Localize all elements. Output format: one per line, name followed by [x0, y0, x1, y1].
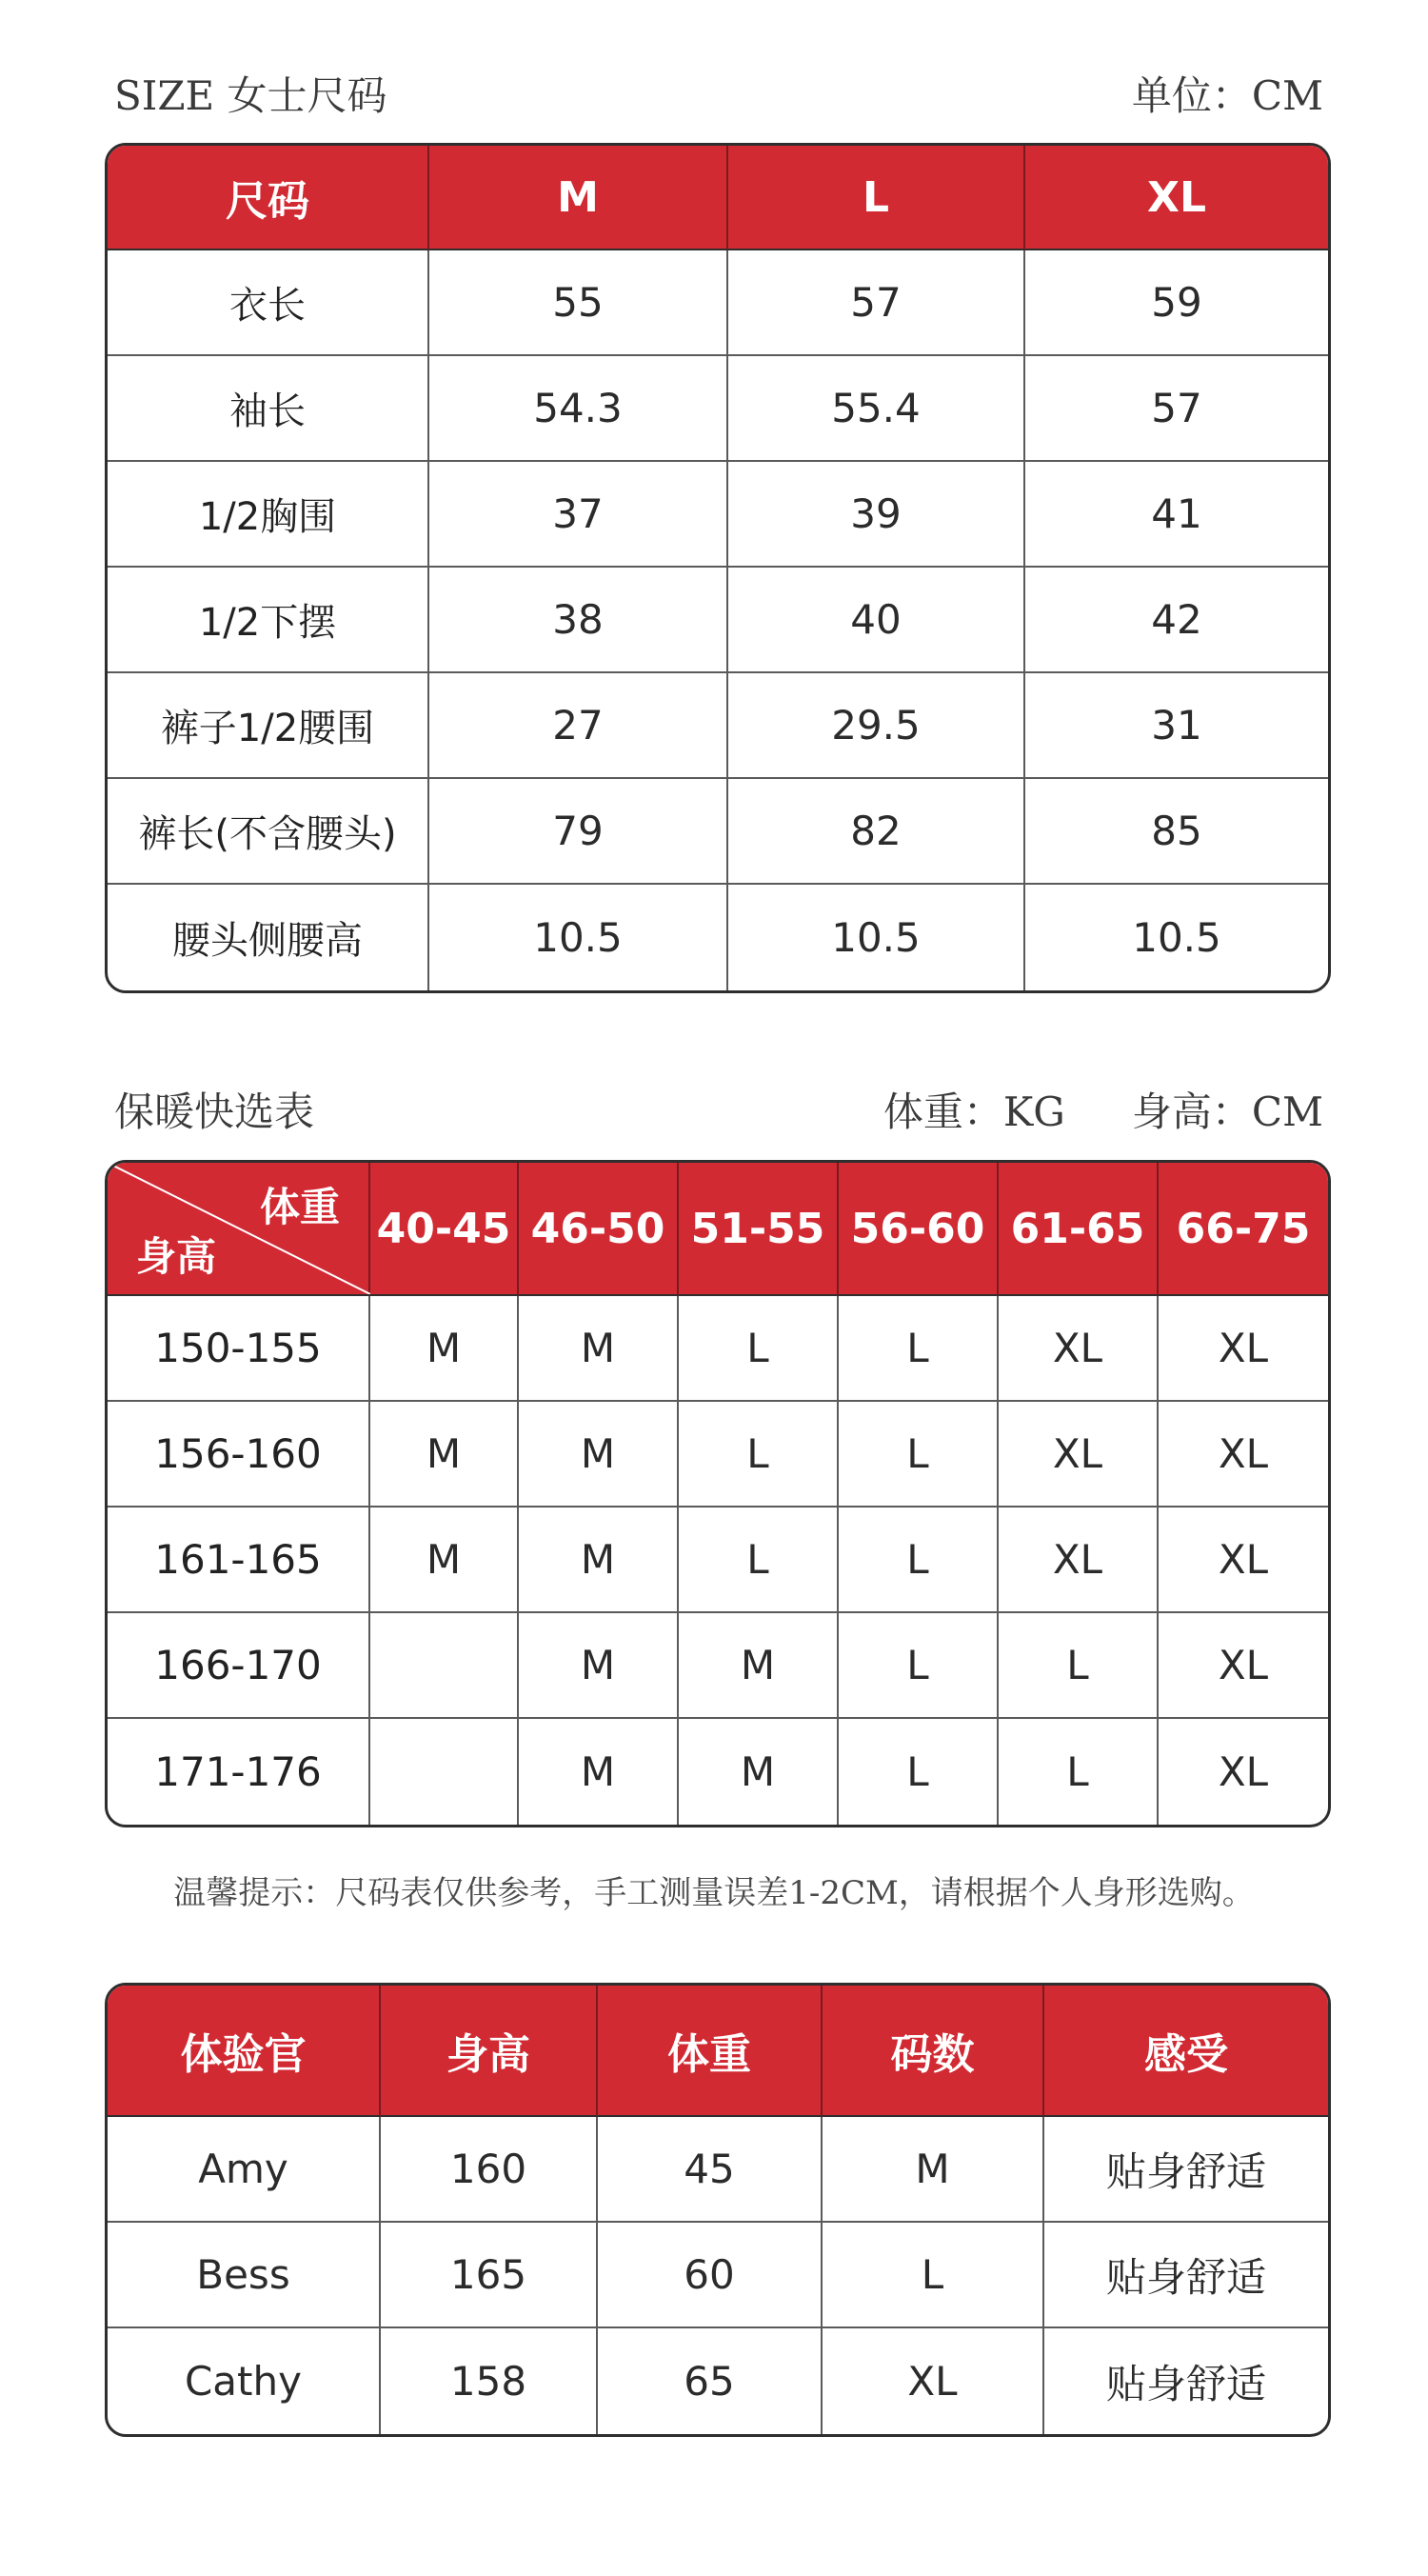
measurement-value: 42	[1025, 568, 1328, 673]
measurement-label: 1/2胸围	[108, 462, 429, 568]
measurement-value: 57	[1025, 356, 1328, 462]
size-chart-unit: 单位：CM	[1131, 72, 1323, 119]
measurement-label: 1/2下摆	[108, 568, 429, 673]
tester-header-height: 身高	[381, 1986, 598, 2117]
recommended-size: XL	[999, 1296, 1159, 1402]
height-range-label: 171-176	[108, 1719, 370, 1825]
weight-unit: 体重：KG	[883, 1088, 1065, 1135]
size-chart-table	[105, 143, 1331, 993]
measurement-value: 29.5	[728, 673, 1025, 779]
sizing-tip: 温馨提示：尺码表仅供参考，手工测量误差1-2CM，请根据个人身形选购。	[173, 1874, 1255, 1912]
weight-range-header: 46-50	[519, 1163, 679, 1296]
tester-name: Bess	[108, 2223, 381, 2328]
height-range-label: 150-155	[108, 1296, 370, 1402]
table-row	[108, 2117, 1328, 2223]
recommended-size: L	[839, 1719, 999, 1825]
quick-select-header-row	[108, 1163, 1328, 1296]
table-row	[108, 1508, 1328, 1613]
height-range-label: 156-160	[108, 1402, 370, 1508]
recommended-size: XL	[1159, 1613, 1328, 1719]
recommended-size: M	[519, 1719, 679, 1825]
recommended-size: M	[679, 1613, 839, 1719]
recommended-size: M	[679, 1719, 839, 1825]
recommended-size: L	[839, 1402, 999, 1508]
weight-range-header: 61-65	[999, 1163, 1159, 1296]
measurement-value: 55	[429, 250, 728, 356]
measurement-label: 衣长	[108, 250, 429, 356]
corner-weight-label: 体重	[259, 1184, 340, 1230]
measurement-label: 袖长	[108, 356, 429, 462]
recommended-size: M	[519, 1508, 679, 1613]
recommended-size: XL	[1218, 1748, 1269, 1795]
table-row	[108, 2223, 1328, 2328]
tester-header-feeling: 感受	[1044, 1986, 1328, 2117]
table-row	[108, 673, 1328, 779]
weight-range-header: 56-60	[839, 1163, 999, 1296]
tester-height: 160	[381, 2117, 598, 2223]
measurement-value: 57	[728, 250, 1025, 356]
recommended-size	[370, 1719, 519, 1825]
recommended-size: L	[839, 1613, 999, 1719]
weight-range-header: 51-55	[679, 1163, 839, 1296]
recommended-size: XL	[1159, 1508, 1328, 1613]
table-row	[108, 1613, 1328, 1719]
recommended-size: L	[679, 1296, 839, 1402]
measurement-value: 54.3	[429, 356, 728, 462]
recommended-size: M	[519, 1402, 679, 1508]
tester-weight: 45	[598, 2117, 823, 2223]
tester-weight: 60	[598, 2223, 823, 2328]
tester-height: 158	[381, 2328, 598, 2434]
recommended-size: XL	[1159, 1296, 1328, 1402]
tester-size: M	[823, 2117, 1044, 2223]
measurement-value: 10.5	[429, 885, 728, 990]
height-unit: 身高：CM	[1131, 1088, 1323, 1135]
tester-height: 165	[381, 2223, 598, 2328]
size-chart-heading	[105, 55, 1323, 122]
tester-weight: 65	[598, 2328, 823, 2434]
table-row	[108, 779, 1328, 885]
table-row	[108, 462, 1328, 568]
table-row	[108, 2328, 1328, 2434]
table-row	[108, 1719, 1328, 1825]
recommended-size: XL	[1159, 1402, 1328, 1508]
table-row	[108, 356, 1328, 462]
quick-select-units	[817, 1081, 1323, 1138]
size-chart-header-label: 尺码	[108, 146, 429, 250]
measurement-value: 59	[1025, 250, 1328, 356]
measurement-value: 37	[429, 462, 728, 568]
recommended-size: L	[999, 1613, 1159, 1719]
measurement-value: 10.5	[728, 885, 1025, 990]
recommended-size: M	[519, 1296, 679, 1402]
size-chart-header-m: M	[429, 146, 728, 250]
tester-size: XL	[823, 2328, 1044, 2434]
measurement-value: 41	[1025, 462, 1328, 568]
recommended-size: L	[839, 1296, 999, 1402]
table-row	[108, 1296, 1328, 1402]
weight-range-header: 40-45	[370, 1163, 519, 1296]
measurement-value: 31	[1025, 673, 1328, 779]
recommended-size: M	[519, 1613, 679, 1719]
size-chart-title: SIZE 女士尺码	[114, 72, 387, 119]
quick-select-heading	[105, 1071, 1323, 1138]
tester-header-row	[108, 1986, 1328, 2117]
measurement-value: 39	[728, 462, 1025, 568]
diagonal-corner-cell	[108, 1163, 370, 1296]
tester-size: L	[823, 2223, 1044, 2328]
recommended-size: XL	[999, 1402, 1159, 1508]
recommended-size: M	[370, 1508, 519, 1613]
height-range-label: 166-170	[108, 1613, 370, 1719]
recommended-size: L	[839, 1508, 999, 1613]
recommended-size: L	[999, 1719, 1159, 1825]
measurement-value: 79	[429, 779, 728, 885]
weight-range-header: 66-75	[1159, 1163, 1328, 1296]
tester-name: Amy	[108, 2117, 381, 2223]
table-row	[108, 250, 1328, 356]
tester-feeling: 贴身舒适	[1044, 2117, 1328, 2223]
recommended-size: M	[370, 1296, 519, 1402]
tester-feeling: 贴身舒适	[1044, 2223, 1328, 2328]
measurement-value: 40	[728, 568, 1025, 673]
measurement-value: 10.5	[1132, 914, 1221, 961]
recommended-size: M	[370, 1402, 519, 1508]
quick-select-title: 保暖快选表	[114, 1088, 315, 1135]
measurement-label: 裤子1/2腰围	[108, 673, 429, 779]
recommended-size: XL	[999, 1508, 1159, 1613]
recommended-size: L	[679, 1402, 839, 1508]
tester-table	[105, 1983, 1331, 2437]
tester-header-size: 码数	[823, 1986, 1044, 2117]
measurement-label: 裤长(不含腰头)	[108, 779, 429, 885]
table-row	[108, 885, 1328, 990]
size-chart-header-xl: XL	[1025, 146, 1328, 250]
corner-height-label: 身高	[136, 1233, 217, 1280]
measurement-value: 55.4	[728, 356, 1025, 462]
height-range-label: 161-165	[108, 1508, 370, 1613]
measurement-value: 27	[429, 673, 728, 779]
recommended-size: L	[679, 1508, 839, 1613]
tester-name: Cathy	[108, 2328, 381, 2434]
recommended-size	[370, 1613, 519, 1719]
size-chart-header-l: L	[728, 146, 1025, 250]
tester-header-weight: 体重	[598, 1986, 823, 2117]
measurement-value: 38	[429, 568, 728, 673]
measurement-label: 腰头侧腰高	[108, 885, 429, 990]
tester-header-name: 体验官	[108, 1986, 381, 2117]
tester-feeling: 贴身舒适	[1105, 2360, 1266, 2407]
measurement-value: 85	[1025, 779, 1328, 885]
table-row	[108, 1402, 1328, 1508]
table-row	[108, 568, 1328, 673]
measurement-value: 82	[728, 779, 1025, 885]
size-chart-header-row	[108, 146, 1328, 250]
quick-select-table	[105, 1160, 1331, 1827]
